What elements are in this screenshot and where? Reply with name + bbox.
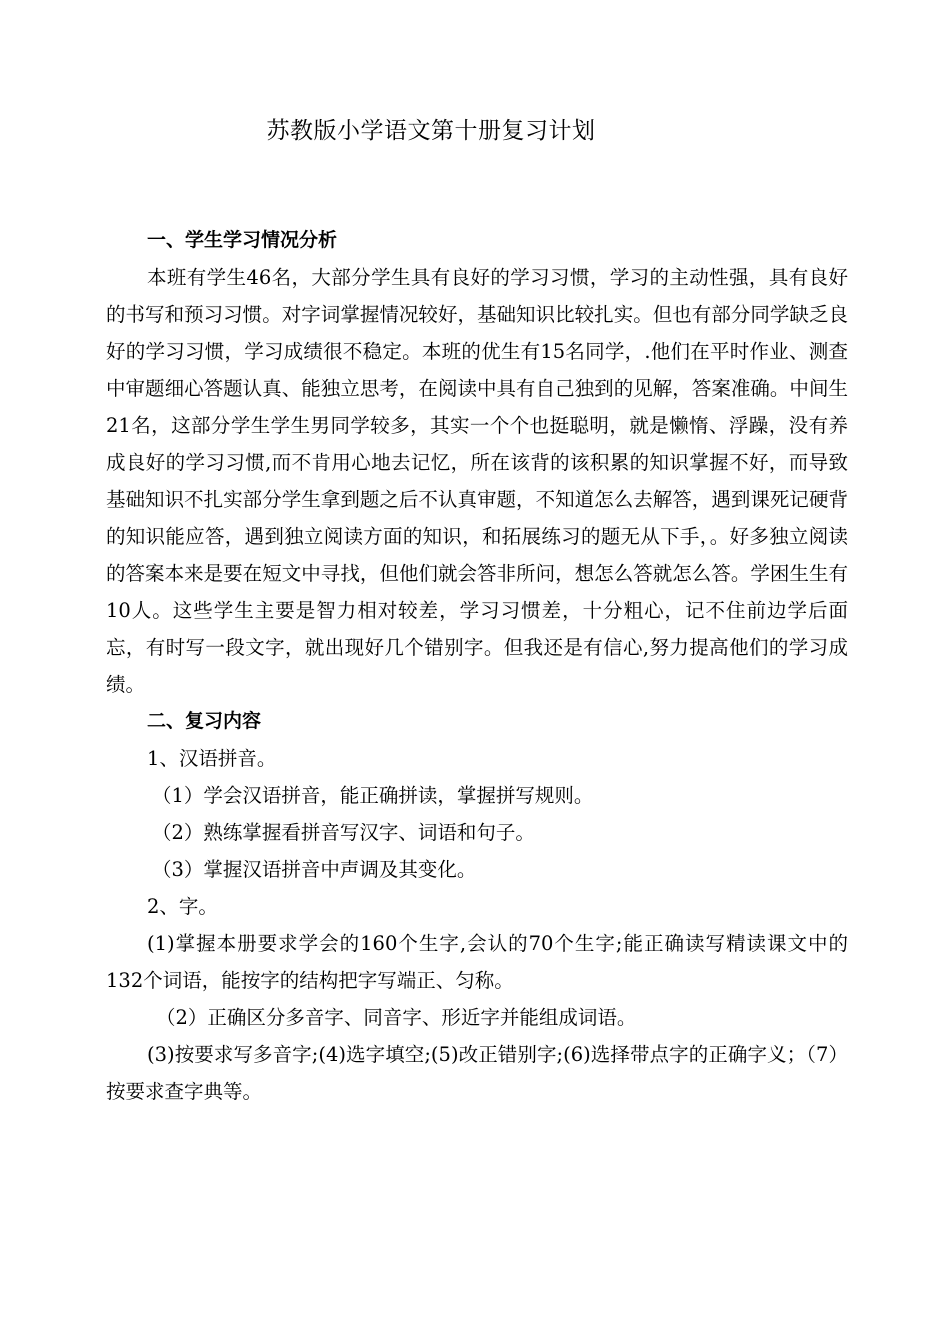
section-heading-review-content: 二、复习内容 (147, 710, 262, 732)
characters-item: （2）正确区分多音字、同音字、形近字并能组成词语。 (156, 1006, 637, 1029)
pinyin-item: （2）熟练掌握看拼音写汉字、词语和句子。 (152, 821, 535, 844)
section-heading-student-analysis: 一、学生学习情况分析 (147, 229, 338, 251)
pinyin-item: （3）掌握汉语拼音中声调及其变化。 (152, 858, 477, 881)
characters-item: (3)按要求写多音字;(4)选字填空;(5)改正错别字;(6)选择带点字的正确字义；（7）按要求查字典等。 (106, 1043, 848, 1103)
characters-item: (1)掌握本册要求学会的160个生字,会认的70个生字;能正确读写精读课文中的132个词语，能按字的结构把字写端正、匀称。 (106, 932, 848, 992)
student-analysis-paragraph: 本班有学生46名，大部分学生具有良好的学习习惯，学习的主动性强，具有良好的书写和预习习惯。对字词掌握情况较好，基础知识比较扎实。但也有部分同学缺乏良好的学习习惯，学习成绩很不稳定。本班的优生有15名同学，.他们在平时作业、测查中审题细心答题认真、能独立思考，在阅读中具有自己独到的见解，答案准确。中间生21名，这部分学生学生男同学较多，其实一个个也挺聪明，就是懒惰、浮躁，没有养成良好的学习习惯,而不肯用心地去记忆，所在该背的该积累的知识掌握不好，而导致基础知识不扎实部分学生拿到题之后不认真审题，不知道怎么去解答，遇到课死记硬背的知识能应答，遇到独立阅读方面的知识，和拓展练习的题无从下手，。好多独立阅读的答案本来是要在短文中寻找，但他们就会答非所问，想怎么答就怎么答。学困生生有10人。这些学生主要是智力相对较差，学习习惯差，十分粗心，记不住前边学后面忘，有时写一段文字，就出现好几个错别字。但我还是有信心,努力提高他们的学习成绩。 (106, 266, 848, 696)
document-body (106, 222, 848, 1110)
characters-label: 2、字。 (147, 895, 218, 918)
pinyin-label: 1、汉语拼音。 (147, 747, 277, 770)
document-title: 苏教版小学语文第十册复习计划 (266, 118, 596, 144)
pinyin-item: （1）学会汉语拼音，能正确拼读，掌握拼写规则。 (152, 784, 594, 807)
